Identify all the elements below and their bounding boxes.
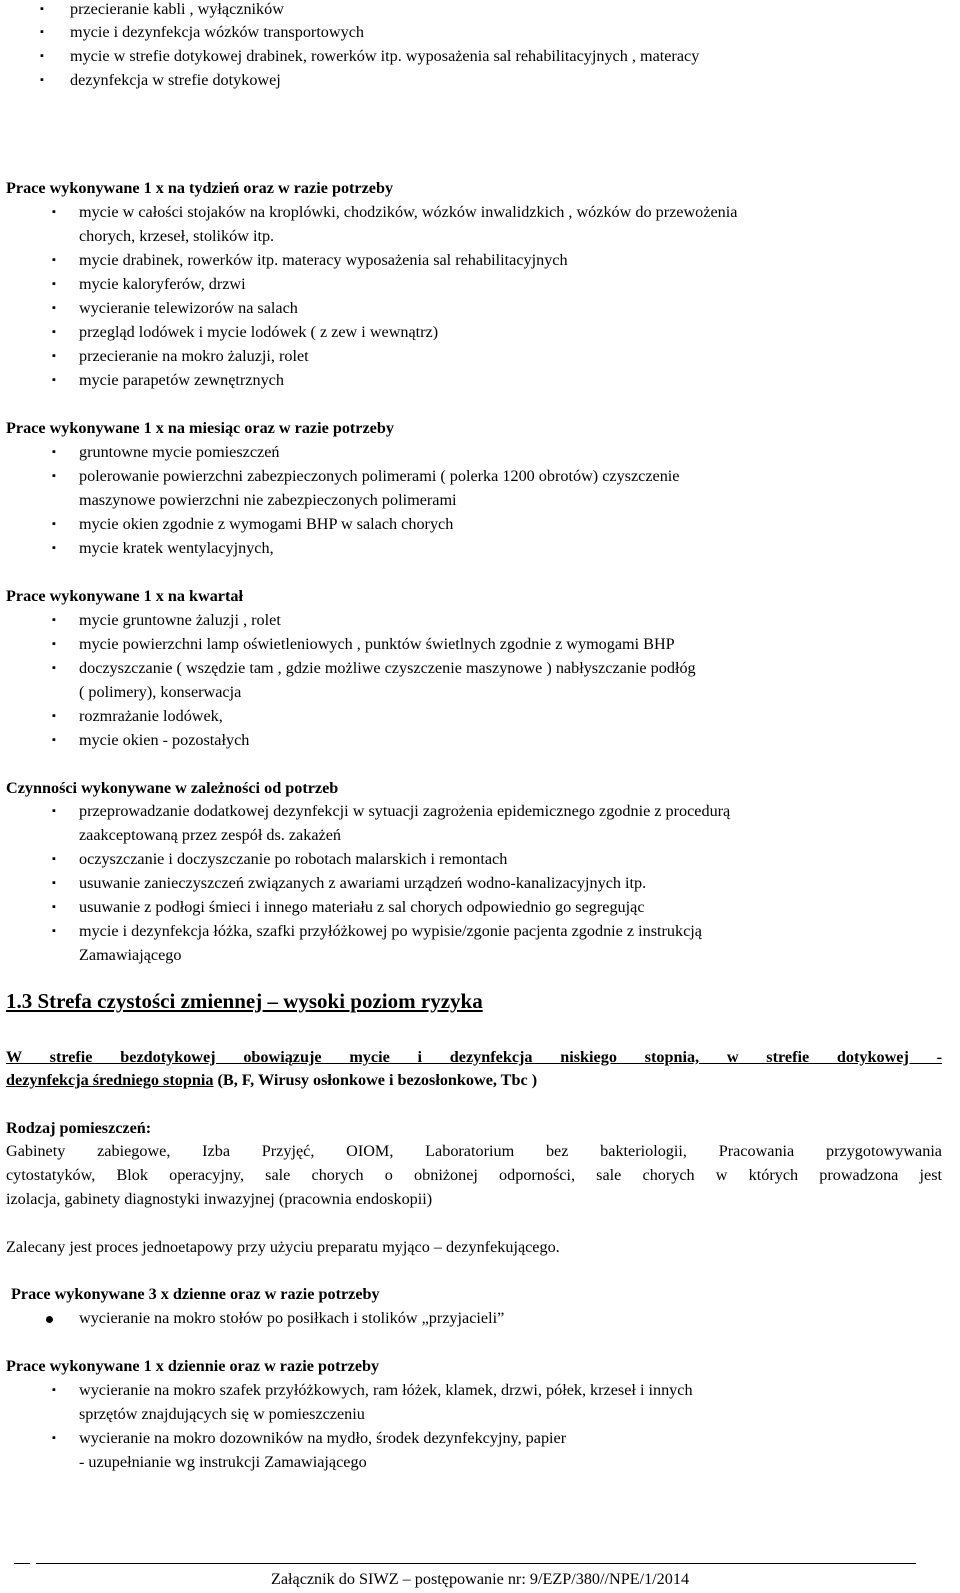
rooms-text-line: izolacja, gabinety diagnostyki inwazyjnej (pracownia endoskopii) <box>6 1190 433 1208</box>
square-bullet-icon: ▪ <box>52 734 56 746</box>
list-item-continuation: chorych, krzeseł, stolików itp. <box>79 227 275 245</box>
list-item: polerowanie powierzchni zabezpieczonych polimerami ( polerka 1200 obrotów) czyszczenie <box>79 467 680 485</box>
list-item: mycie w całości stojaków na kroplówki, chodzików, wózków inwalidzkich , wózków do przewożenia <box>79 203 738 221</box>
square-bullet-icon: ▪ <box>52 470 56 482</box>
list-item: wycieranie na mokro stołów po posiłkach i stolików „przyjacieli” <box>79 1309 505 1327</box>
list-item-continuation: zaakceptowaną przez zespół ds. zakażeń <box>79 826 341 844</box>
rule-text-line: W strefie bezdotykowej obowiązuje mycie i dezynfekcja niskiego stopnia, w strefie dotykowej - <box>6 1048 942 1066</box>
weekly-heading: Prace wykonywane 1 x na tydzień oraz w razie potrzeby <box>6 179 394 197</box>
list-item-continuation: ( polimery), konserwacja <box>79 683 242 701</box>
rooms-heading: Rodzaj pomieszczeń: <box>6 1119 152 1137</box>
rule-underlined-text: dezynfekcja średniego stopnia <box>6 1071 214 1089</box>
list-item: mycie w strefie dotykowej drabinek, rowerków itp. wyposażenia sal rehabilitacyjnych , materacy <box>70 47 700 65</box>
square-bullet-icon: ▪ <box>52 518 56 530</box>
square-bullet-icon: ▪ <box>52 278 56 290</box>
recommendation-text: Zalecany jest proces jednoetapowy przy użyciu preparatu myjąco – dezynfekującego. <box>6 1238 560 1256</box>
square-bullet-icon: ▪ <box>40 74 44 86</box>
list-item: mycie powierzchni lamp oświetleniowych , punktów świetlnych zgodnie z wymogami BHP <box>79 635 675 653</box>
square-bullet-icon: ▪ <box>52 542 56 554</box>
list-item: mycie kaloryferów, drzwi <box>79 275 246 293</box>
list-item: mycie i dezynfekcja wózków transportowych <box>70 23 364 41</box>
list-item: mycie i dezynfekcja łóżka, szafki przyłóżkowej po wypisie/zgonie pacjenta zgodnie z instrukcją <box>79 922 702 940</box>
list-item: gruntowne mycie pomieszczeń <box>79 443 280 461</box>
rooms-text-line: Gabinety zabiegowe, Izba Przyjęć, OIOM, Laboratorium bez bakteriologii, Pracowania przygotowywania <box>6 1142 942 1160</box>
square-bullet-icon: ▪ <box>40 3 44 15</box>
as-needed-heading: Czynności wykonywane w zależności od potrzeb <box>6 779 339 797</box>
list-item: dezynfekcja w strefie dotykowej <box>70 71 281 89</box>
square-bullet-icon: ▪ <box>52 350 56 362</box>
list-item: przecieranie kabli , wyłączników <box>70 0 284 18</box>
square-bullet-icon: ▪ <box>52 853 56 865</box>
list-item-continuation: sprzętów znajdujących się w pomieszczeniu <box>79 1405 365 1423</box>
round-bullet-icon <box>46 1308 53 1328</box>
square-bullet-icon: ▪ <box>40 50 44 62</box>
list-item: przecieranie na mokro żaluzji, rolet <box>79 347 309 365</box>
list-item: usuwanie zanieczyszczeń związanych z awariami urządzeń wodno-kanalizacyjnych itp. <box>79 874 647 892</box>
list-item: oczyszczanie i doczyszczanie po robotach malarskich i remontach <box>79 850 508 868</box>
list-item: mycie parapetów zewnętrznych <box>79 371 284 389</box>
three-daily-heading: Prace wykonywane 3 x dzienne oraz w razie potrzeby <box>11 1285 380 1303</box>
square-bullet-icon: ▪ <box>52 374 56 386</box>
footer-rule-short <box>14 1563 30 1564</box>
rooms-text-line: cytostatyków, Blok operacyjny, sale chorych o obniżonej odporności, sale chorych w których prowadzona jest <box>6 1166 942 1184</box>
square-bullet-icon: ▪ <box>52 302 56 314</box>
monthly-heading: Prace wykonywane 1 x na miesiąc oraz w razie potrzeby <box>6 419 394 437</box>
list-item: przegląd lodówek i mycie lodówek ( z zew i wewnątrz) <box>79 323 439 341</box>
square-bullet-icon: ▪ <box>52 710 56 722</box>
square-bullet-icon: ▪ <box>52 805 56 817</box>
list-item-continuation: maszynowe powierzchni nie zabezpieczonych polimerami <box>79 491 457 509</box>
square-bullet-icon: ▪ <box>52 614 56 626</box>
rule-rest-text: (B, F, Wirusy osłonkowe i bezosłonkowe, Tbc ) <box>213 1071 538 1089</box>
square-bullet-icon: ▪ <box>52 1384 56 1396</box>
list-item: doczyszczanie ( wszędzie tam , gdzie możliwe czyszczenie maszynowe ) nabłyszczanie podłóg <box>79 659 696 677</box>
square-bullet-icon: ▪ <box>52 638 56 650</box>
list-item-continuation: - uzupełnianie wg instrukcji Zamawiającego <box>79 1453 367 1471</box>
list-item: rozmrażanie lodówek, <box>79 707 223 725</box>
rule-text-line <box>6 1070 537 1090</box>
square-bullet-icon: ▪ <box>52 1432 56 1444</box>
list-item: usuwanie z podłogi śmieci i innego materiału z sal chorych odpowiednio go segregując <box>79 898 645 916</box>
list-item: mycie drabinek, rowerków itp. materacy wyposażenia sal rehabilitacyjnych <box>79 251 568 269</box>
section-title: 1.3 Strefa czystości zmiennej – wysoki poziom ryzyka <box>6 989 483 1013</box>
square-bullet-icon: ▪ <box>52 206 56 218</box>
footer-text: Załącznik do SIWZ – postępowanie nr: 9/EZP/380//NPE/1/2014 <box>270 1570 690 1588</box>
square-bullet-icon: ▪ <box>52 326 56 338</box>
list-item: wycieranie na mokro dozowników na mydło, środek dezynfekcyjny, papier <box>79 1429 567 1447</box>
list-item: mycie gruntowne żaluzji , rolet <box>79 611 281 629</box>
list-item: mycie okien zgodnie z wymogami BHP w salach chorych <box>79 515 454 533</box>
square-bullet-icon: ▪ <box>40 26 44 38</box>
square-bullet-icon: ▪ <box>52 662 56 674</box>
square-bullet-icon: ▪ <box>52 925 56 937</box>
footer-rule <box>36 1563 916 1564</box>
list-item: wycieranie na mokro szafek przyłóżkowych, ram łóżek, klamek, drzwi, półek, krzeseł i innych <box>79 1381 693 1399</box>
list-item-continuation: Zamawiającego <box>79 946 182 964</box>
square-bullet-icon: ▪ <box>52 446 56 458</box>
list-item: przeprowadzanie dodatkowej dezynfekcji w sytuacji zagrożenia epidemicznego zgodnie z procedurą <box>79 802 731 820</box>
list-item: mycie kratek wentylacyjnych, <box>79 539 274 557</box>
daily-heading: Prace wykonywane 1 x dziennie oraz w razie potrzeby <box>6 1357 380 1375</box>
list-item: mycie okien - pozostałych <box>79 731 250 749</box>
square-bullet-icon: ▪ <box>52 901 56 913</box>
square-bullet-icon: ▪ <box>52 877 56 889</box>
list-item: wycieranie telewizorów na salach <box>79 299 298 317</box>
square-bullet-icon: ▪ <box>52 254 56 266</box>
quarterly-heading: Prace wykonywane 1 x na kwartał <box>6 587 243 605</box>
